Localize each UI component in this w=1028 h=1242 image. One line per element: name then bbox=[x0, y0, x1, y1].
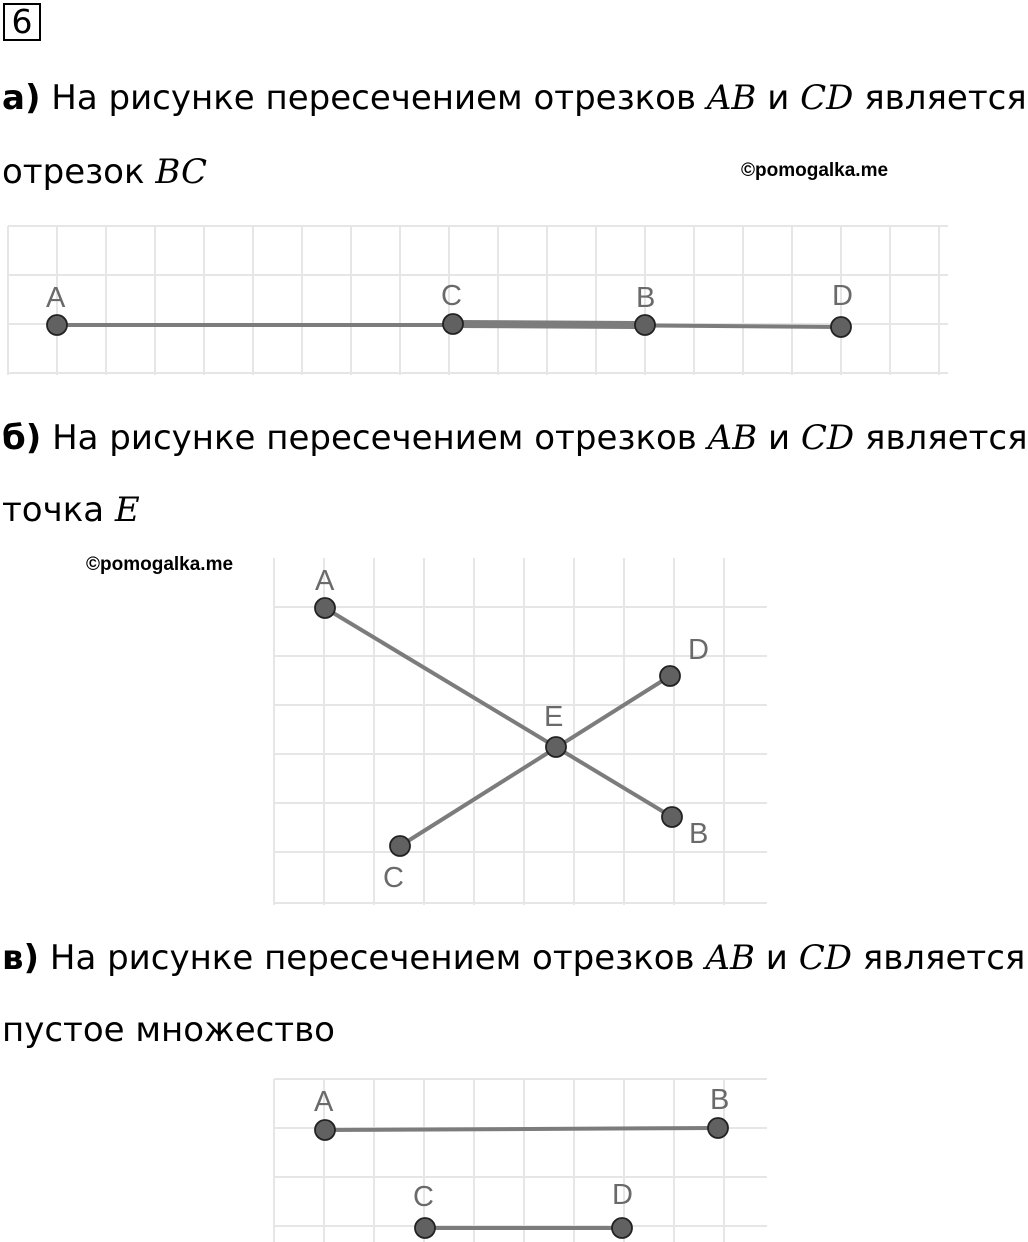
part-a-verb: является bbox=[864, 78, 1027, 118]
figure-c bbox=[270, 1075, 770, 1242]
part-c-answer bbox=[2, 1010, 335, 1050]
part-b-answer-prefix: точка bbox=[2, 490, 105, 530]
label-d: D bbox=[688, 634, 709, 666]
figure-a bbox=[0, 220, 960, 380]
label-c: C bbox=[383, 862, 404, 894]
point-c bbox=[443, 314, 463, 334]
part-b-text: На рисунке пересечением отрезков bbox=[52, 418, 697, 458]
task-number: 6 bbox=[3, 3, 41, 41]
part-b-answer bbox=[2, 490, 140, 530]
point-b bbox=[662, 807, 682, 827]
segment-cd bbox=[400, 676, 670, 846]
part-b-seg1: AB bbox=[707, 418, 758, 458]
point-a bbox=[315, 598, 335, 618]
intersection-bc bbox=[453, 324, 645, 325]
part-c-statement bbox=[2, 938, 1025, 978]
watermark-b: ©pomogalka.me bbox=[86, 554, 234, 575]
part-c-conj: и bbox=[765, 938, 788, 978]
label-b: B bbox=[636, 282, 656, 314]
part-a-answer-prefix: отрезок bbox=[2, 152, 145, 192]
part-b-answer-math: E bbox=[114, 490, 140, 530]
part-a-seg2: CD bbox=[800, 78, 854, 118]
part-c-verb: является bbox=[862, 938, 1026, 978]
label-e: E bbox=[544, 701, 564, 733]
part-b-letter: б) bbox=[2, 418, 42, 458]
figure-a-grid bbox=[8, 226, 948, 375]
watermark-a: ©pomogalka.me bbox=[741, 160, 889, 181]
figure-b bbox=[270, 555, 770, 910]
point-b bbox=[635, 315, 655, 335]
part-b-conj: и bbox=[768, 418, 791, 458]
part-a-text: На рисунке пересечением отрезков bbox=[51, 78, 697, 118]
part-c-answer-text: пустое множество bbox=[2, 1010, 335, 1050]
point-d bbox=[831, 317, 851, 337]
point-a bbox=[47, 315, 67, 335]
segment-ab bbox=[325, 1128, 718, 1130]
point-a bbox=[315, 1120, 335, 1140]
part-b-seg2: CD bbox=[800, 418, 855, 458]
part-a-letter: а) bbox=[2, 78, 41, 118]
label-b: B bbox=[689, 818, 709, 850]
figure-c-grid bbox=[274, 1079, 767, 1242]
point-d bbox=[660, 666, 680, 686]
label-a: A bbox=[314, 1086, 334, 1118]
label-c: C bbox=[413, 1181, 434, 1213]
point-c bbox=[390, 836, 410, 856]
point-e bbox=[546, 737, 566, 757]
point-c bbox=[415, 1218, 435, 1238]
figure-b-grid bbox=[274, 558, 767, 905]
part-a-statement bbox=[2, 78, 1027, 118]
label-b: B bbox=[710, 1084, 730, 1116]
part-b-statement bbox=[2, 418, 1028, 458]
part-c-letter: в) bbox=[2, 938, 40, 978]
part-a-conj: и bbox=[767, 78, 790, 118]
label-a: A bbox=[315, 565, 335, 597]
part-a-answer bbox=[2, 152, 207, 192]
label-a: A bbox=[46, 282, 66, 314]
part-b-verb: является bbox=[865, 418, 1028, 458]
part-c-seg1: AB bbox=[705, 938, 755, 978]
part-a-answer-math: BC bbox=[155, 152, 207, 192]
part-c-seg2: CD bbox=[798, 938, 852, 978]
part-c-text: На рисунке пересечением отрезков bbox=[49, 938, 695, 978]
point-d bbox=[612, 1218, 632, 1238]
label-d: D bbox=[612, 1179, 633, 1211]
part-a-seg1: AB bbox=[706, 78, 757, 118]
label-d: D bbox=[832, 280, 853, 312]
point-b bbox=[708, 1118, 728, 1138]
label-c: C bbox=[441, 280, 462, 312]
